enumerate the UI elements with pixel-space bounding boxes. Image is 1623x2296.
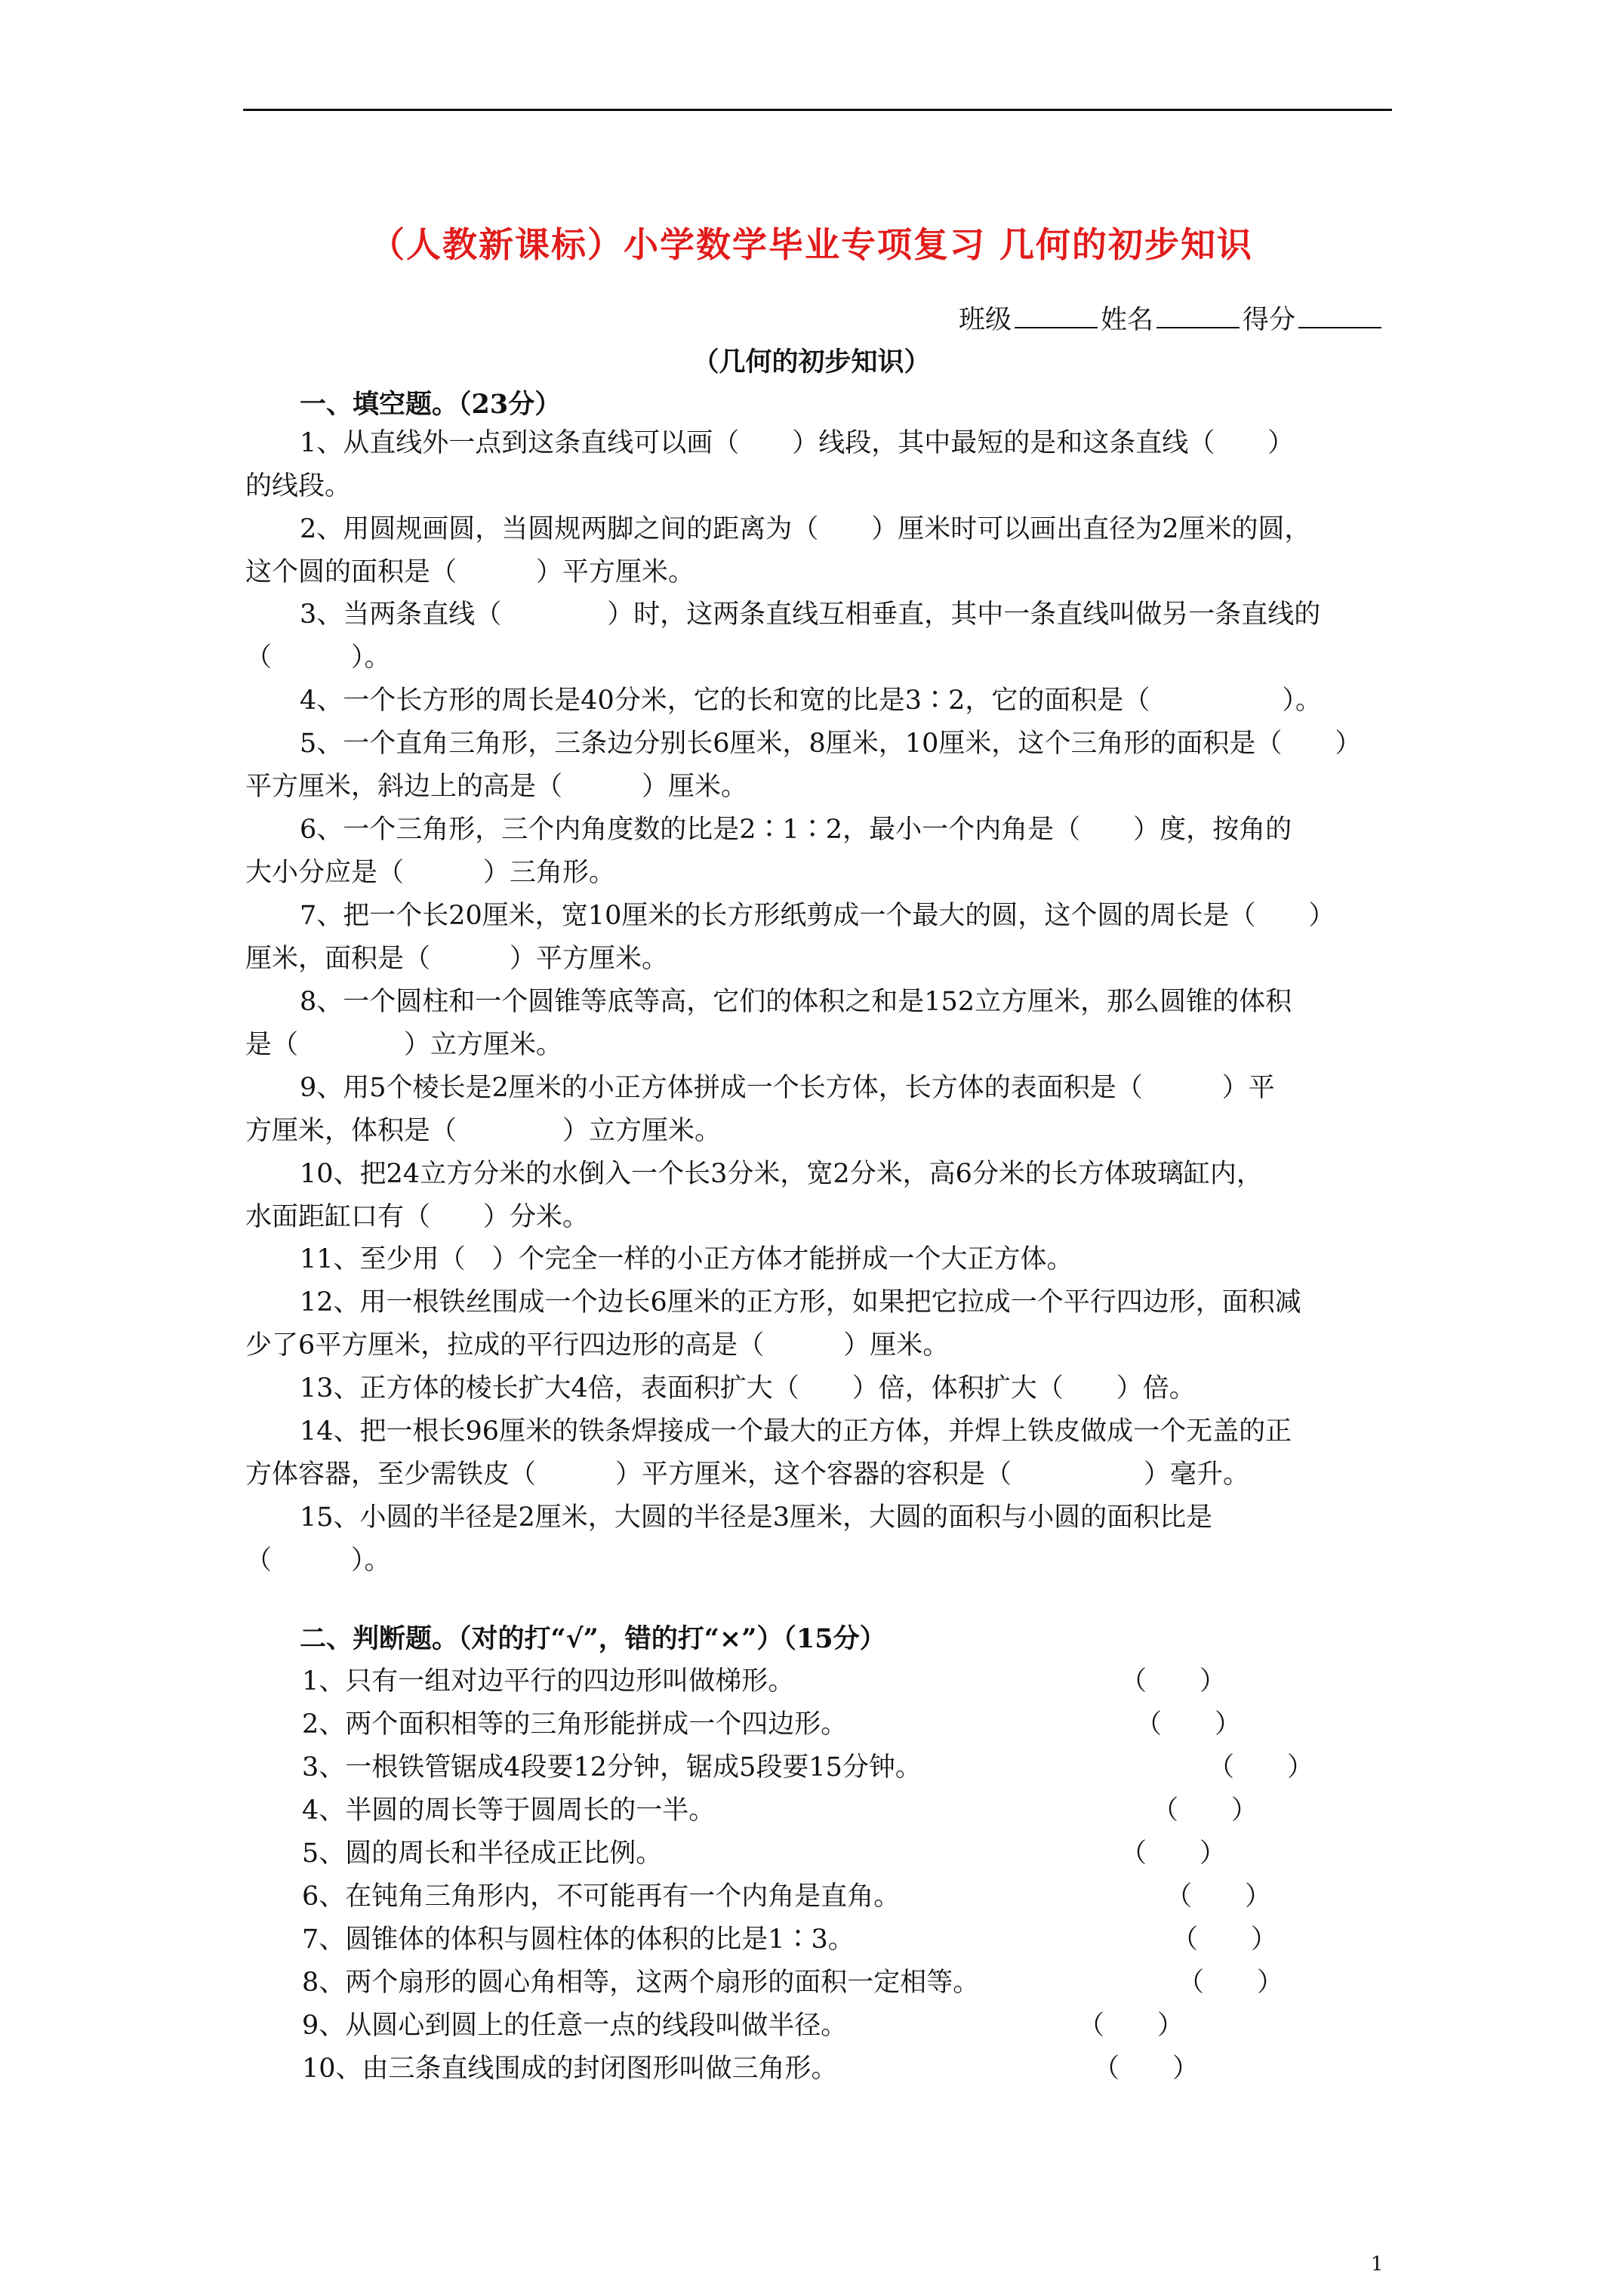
question-line: 7、把一个长20厘米，宽10厘米的长方形纸剪成一个最大的圆，这个圆的周长是（ ）: [300, 901, 1335, 931]
answer-bracket: （ ）: [1178, 1968, 1284, 1998]
question-line: 是（ ）立方厘米。: [245, 1030, 563, 1060]
question-line: 大小分应是（ ）三角形。: [245, 858, 616, 888]
question-4: [245, 680, 1408, 723]
answer-bracket: （ ）: [1152, 1795, 1258, 1826]
answer-bracket: （ ）: [1078, 2011, 1184, 2041]
page-number: 1: [1371, 2253, 1384, 2276]
class-label: 班级: [958, 305, 1012, 335]
answer-bracket: （ ）: [1135, 1709, 1242, 1740]
question-line: 方厘米，体积是（ ）立方厘米。: [245, 1116, 722, 1146]
judge-item-4: 4、半圆的周长等于圆周长的一半。: [302, 1795, 716, 1826]
answer-bracket: （ ）: [1093, 2054, 1200, 2084]
question-1: [245, 422, 1408, 508]
judge-item-9: 9、从圆心到圆上的任意一点的线段叫做半径。: [302, 2011, 848, 2041]
question-line: 2、用圆规画圆，当圆规两脚之间的距离为（ ）厘米时可以画出直径为2厘米的圆，: [300, 514, 1311, 544]
question-line: （ ）。: [245, 1546, 391, 1576]
name-label: 姓名: [1100, 305, 1153, 335]
question-13: [245, 1367, 1408, 1410]
question-line: 12、用一根铁丝围成一个边长6厘米的正方形，如果把它拉成一个平行四边形，面积减: [300, 1287, 1301, 1318]
answer-bracket: （ ）: [1120, 1838, 1227, 1869]
question-11: [245, 1238, 1408, 1281]
question-7: [245, 895, 1408, 981]
question-line: 13、正方体的棱长扩大4倍，表面积扩大（ ）倍，体积扩大（ ）倍。: [300, 1373, 1196, 1404]
question-12: [245, 1281, 1408, 1367]
question-3: [245, 593, 1408, 680]
score-blank: [1298, 304, 1381, 328]
question-line: 方体容器，至少需铁皮（ ）平方厘米，这个容器的容积是（ ）毫升。: [245, 1459, 1250, 1490]
judge-item-1: 1、只有一组对边平行的四边形叫做梯形。: [302, 1666, 795, 1697]
judge-item-5: 5、圆的周长和半径成正比例。: [302, 1838, 663, 1869]
answer-bracket: （ ）: [1208, 1752, 1314, 1783]
question-line: 14、把一根长96厘米的铁条焊接成一个最大的正方体，并焊上铁皮做成一个无盖的正: [300, 1416, 1292, 1447]
document-title: （人教新课标）小学数学毕业专项复习 几何的初步知识: [369, 224, 1253, 265]
question-line: （ ）。: [245, 643, 391, 673]
question-line: 1、从直线外一点到这条直线可以画（ ）线段，其中最短的是和这条直线（ ）: [300, 428, 1295, 458]
question-line: 11、至少用（ ）个完全一样的小正方体才能拼成一个大正方体。: [300, 1244, 1073, 1274]
question-line: 15、小圆的半径是2厘米，大圆的半径是3厘米，大圆的面积与小圆的面积比是: [300, 1502, 1213, 1533]
question-line: 10、把24立方分米的水倒入一个长3分米，宽2分米，高6分米的长方体玻璃缸内，: [300, 1159, 1263, 1189]
question-line: 5、一个直角三角形，三条边分别长6厘米，8厘米，10厘米，这个三角形的面积是（ ）: [300, 729, 1362, 759]
section-true-false-heading: 二、判断题。（对的打“√”，错的打“×”）（15分）: [300, 1623, 886, 1654]
question-line: 9、用5个棱长是2厘米的小正方体拼成一个长方体，长方体的表面积是（ ）平: [300, 1073, 1275, 1103]
question-line: 8、一个圆柱和一个圆锥等底等高，它们的体积之和是152立方厘米，那么圆锥的体积: [300, 987, 1292, 1017]
judge-item-2: 2、两个面积相等的三角形能拼成一个四边形。: [302, 1709, 848, 1740]
question-line: 厘米，面积是（ ）平方厘米。: [245, 944, 669, 974]
question-2: [245, 508, 1408, 594]
judge-item-6: 6、在钝角三角形内，不可能再有一个内角是直角。: [302, 1881, 901, 1912]
question-line: 6、一个三角形，三个内角度数的比是2∶1∶2，最小一个内角是（ ）度，按角的: [300, 815, 1292, 845]
student-info-line: [959, 299, 1384, 337]
judge-item-8: 8、两个扇形的圆心角相等，这两个扇形的面积一定相等。: [302, 1968, 980, 1998]
question-line: 少了6平方厘米，拉成的平行四边形的高是（ ）厘米。: [245, 1330, 950, 1361]
question-10: [245, 1153, 1408, 1239]
judge-item-10: 10、由三条直线围成的封闭图形叫做三角形。: [302, 2054, 838, 2084]
question-9: [245, 1067, 1408, 1153]
judge-item-3: 3、一根铁管锯成4段要12分钟，锯成5段要15分钟。: [302, 1752, 922, 1783]
answer-bracket: （ ）: [1120, 1666, 1227, 1697]
score-label: 得分: [1242, 305, 1295, 335]
question-line: 的线段。: [245, 471, 352, 501]
answer-bracket: （ ）: [1166, 1881, 1272, 1912]
answer-bracket: （ ）: [1172, 1925, 1278, 1955]
section-fill-blank-heading: 一、填空题。（23分）: [300, 389, 562, 420]
document-subtitle: （几何的初步知识）: [692, 347, 931, 378]
question-line: 这个圆的面积是（ ）平方厘米。: [245, 557, 695, 587]
question-line: 4、一个长方形的周长是40分米，它的长和宽的比是3∶2，它的面积是（ ）。: [300, 686, 1322, 716]
question-14: [245, 1410, 1408, 1496]
question-line: 平方厘米，斜边上的高是（ ）厘米。: [245, 772, 748, 802]
header-rule: [243, 109, 1392, 111]
name-blank: [1156, 304, 1240, 328]
question-15: [245, 1496, 1408, 1583]
class-blank: [1015, 304, 1098, 328]
question-5: [245, 723, 1408, 809]
question-8: [245, 981, 1408, 1067]
question-line: 水面距缸口有（ ）分米。: [245, 1202, 590, 1232]
question-6: [245, 809, 1408, 895]
question-line: 3、当两条直线（ ）时，这两条直线互相垂直，其中一条直线叫做另一条直线的: [300, 599, 1321, 630]
judge-item-7: 7、圆锥体的体积与圆柱体的体积的比是1∶3。: [302, 1925, 855, 1955]
